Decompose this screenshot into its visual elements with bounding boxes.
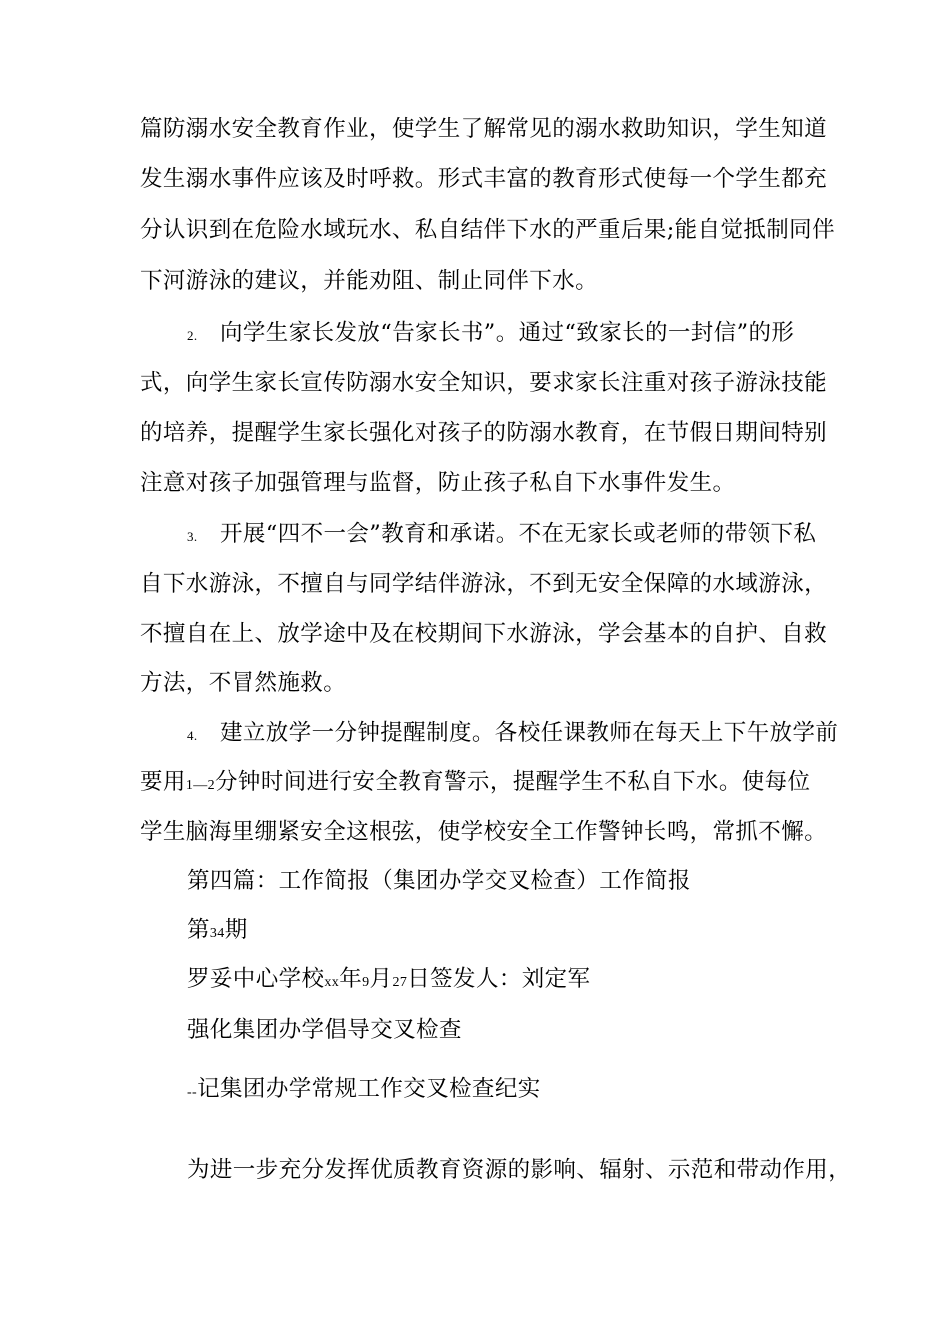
paragraph-line: 自下水游泳，不擅自与同学结伴游泳，不到无安全保障的水域游泳， [140,571,828,597]
list-item-number: 2. [187,328,198,343]
paragraph-line: 分认识到在危险水域玩水、私自结伴下水的严重后果;能自觉抵制同伴 [140,217,835,243]
subtitle-text: 记集团办学常规工作交叉检查纪实 [197,1076,541,1102]
text-segment: 要用 [140,769,186,795]
paragraph-line [140,767,810,801]
section-heading: 第四篇：工作简报（集团办学交叉检查）工作简报 [187,868,691,894]
text-segment: 月 [369,966,393,992]
list-item-number: 4. [187,728,198,743]
report-title: 强化集团办学倡导交叉检查 [187,1017,462,1043]
month-value: 9 [362,975,370,990]
paragraph-line: 式，向学生家长宣传防溺水安全知识，要求家长注重对孩子游泳技能 [140,370,828,396]
issue-number-value: 34 [209,926,225,941]
year-value: xx [324,975,340,990]
list-item-text: 向学生家长发放“告家长书”。通过“致家长的一封信”的形 [220,320,795,346]
text-segment: 罗妥中心学校 [187,966,325,992]
list-item-3-line [187,519,816,552]
paragraph-line: 方法，不冒然施救。 [140,670,347,696]
paragraph-line: 注意对孩子加强管理与监督，防止孩子私自下水事件发生。 [140,470,736,496]
paragraph-line: 的培养，提醒学生家长强化对孩子的防溺水教育，在节假日期间特别 [140,420,828,446]
list-item-4-line [187,718,838,751]
paragraph-line: 发生溺水事件应该及时呼救。形式丰富的教育形式使每一个学生都充 [140,166,828,192]
text-segment: 分钟时间进行安全教育警示，提醒学生不私自下水。使每位 [215,769,811,795]
paragraph-line: 篇防溺水安全教育作业，使学生了解常见的溺水救助知识，学生知道 [140,116,828,142]
list-item-number: 3. [187,529,198,544]
list-item-2-line [187,318,794,351]
text-segment: 日签发人：刘定军 [407,966,591,992]
body-paragraph-line: 为进一步充分发挥优质教育资源的影响、辐射、示范和带动作用， [187,1157,852,1183]
list-item-text: 开展“四不一会”教育和承诺。不在无家长或老师的带领下私 [220,521,817,547]
paragraph-line: 不擅自在上、放学途中及在校期间下水游泳，学会基本的自护、自救 [140,621,828,647]
report-subtitle [187,1074,541,1108]
issue-number [187,915,248,949]
issuer-line [187,964,590,998]
text-segment: 第 [187,917,210,943]
list-item-text: 建立放学一分钟提醒制度。各校任课教师在每天上下午放学前 [220,720,839,746]
text-segment: 年 [339,966,363,992]
dash-prefix: -- [187,1085,198,1100]
day-value: 27 [392,975,408,990]
number-range: 1—2 [185,778,216,793]
text-segment: 期 [224,917,248,943]
paragraph-line: 下河游泳的建议，并能劝阻、制止同伴下水。 [140,268,599,294]
paragraph-line: 学生脑海里绷紧安全这根弦，使学校安全工作警钟长鸣，常抓不懈。 [140,819,828,845]
